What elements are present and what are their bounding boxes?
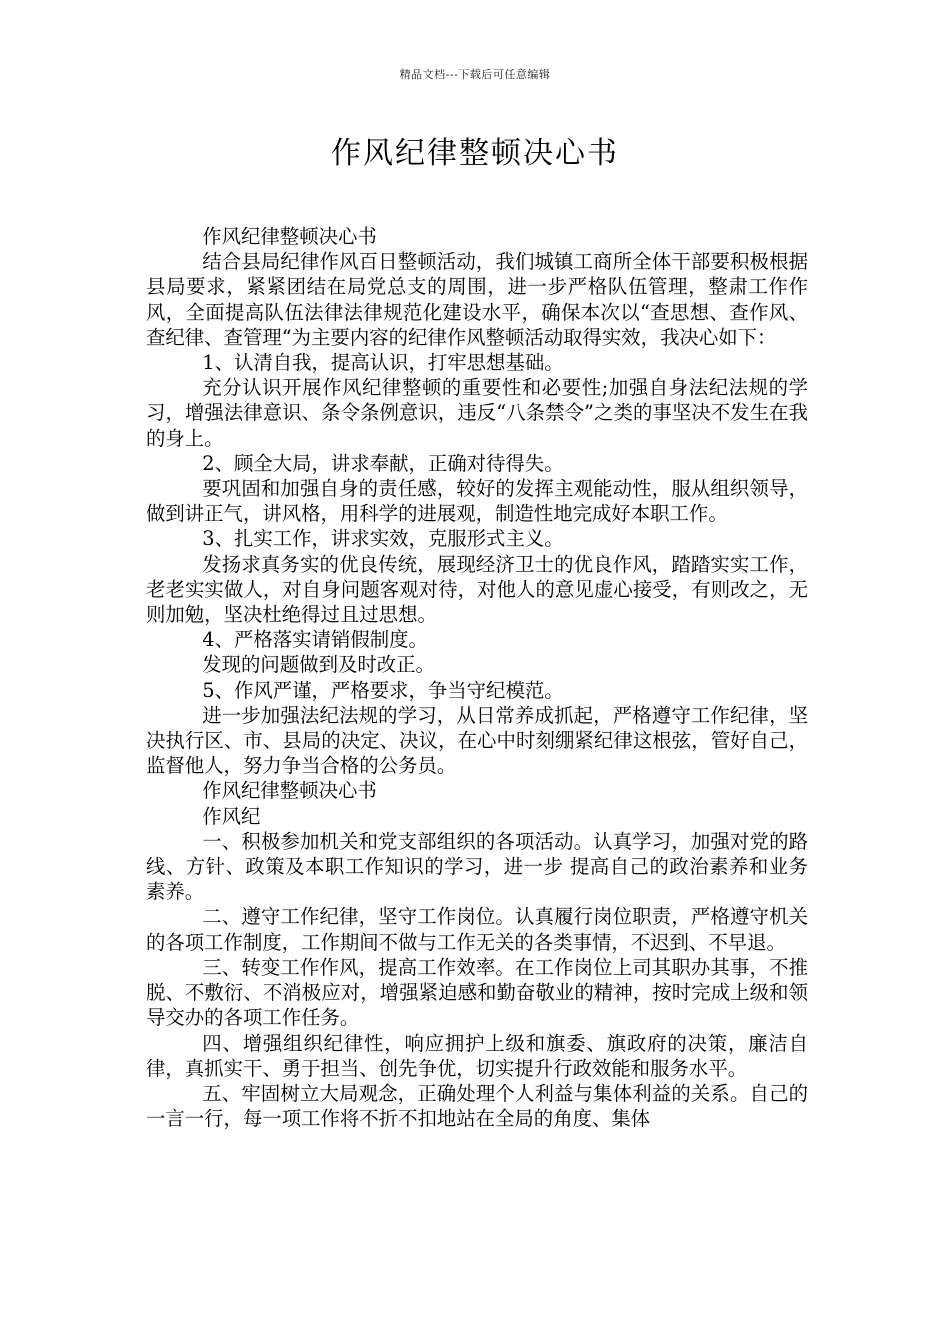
paragraph: 作风纪律整顿决心书 bbox=[202, 225, 377, 248]
paragraph: 发扬求真务实的优良传统，展现经济卫士的优良作风，踏踏实实工作，老老实实做人，对自身问题客观对待，对他人的意见虚心接受，有则改之，无则加勉，坚决杜绝得过且过思想。 bbox=[146, 552, 808, 627]
paragraph: 2、顾全大局，讲求奉献，正确对待得失。 bbox=[202, 451, 564, 475]
document-title: 作风纪律整顿决心书 bbox=[331, 136, 619, 171]
paragraph: 发现的问题做到及时改正。 bbox=[202, 653, 435, 677]
document-body bbox=[146, 224, 808, 1131]
paragraph: 充分认识开展作风纪律整顿的重要性和必要性;加强自身法纪法规的学习，增强法律意识、条令条例意识，违反“八条禁令”之类的事坚决不发生在我的身上。 bbox=[146, 376, 808, 450]
paragraph: 进一步加强法纪法规的学习，从日常养成抓起，严格遵守工作纪律，坚决执行区、市、县局的决定、决议，在心中时刻绷紧纪律这根弦，管好自己，监督他人，努力争当合格的公务员。 bbox=[146, 703, 808, 778]
paragraph: 要巩固和加强自身的责任感，较好的发挥主观能动性，服从组织领导，做到讲正气，讲风格，用科学的进展观，制造性地完成好本职工作。 bbox=[146, 477, 808, 526]
paragraph: 五、牢固树立大局观念，正确处理个人利益与集体利益的关系。自己的一言一行，每一项工作将不折不扣地站在全局的角度、集体 bbox=[146, 1081, 808, 1131]
paragraph: 作风纪律整顿决心书 bbox=[202, 779, 377, 803]
paragraph: 1、认清自我，提高认识，打牢思想基础。 bbox=[202, 351, 564, 375]
paragraph: 二、遵守工作纪律，坚守工作岗位。认真履行岗位职责，严格遵守机关的各项工作制度，工作期间不做与工作无关的各类事情，不迟到、不早退。 bbox=[146, 905, 808, 954]
header-note: 精品文档---下载后可任意编辑 bbox=[399, 68, 551, 81]
paragraph: 四、增强组织纪律性，响应拥护上级和旗委、旗政府的决策，廉洁自律，真抓实干、勇于担当、创先争优，切实提升行政效能和服务水平。 bbox=[146, 1031, 808, 1080]
paragraph: 4、严格落实请销假制度。 bbox=[202, 628, 428, 652]
paragraph: 5、作风严谨，严格要求，争当守纪模范。 bbox=[202, 678, 564, 702]
paragraph: 一、积极参加机关和党支部组织的各项活动。认真学习，加强对党的路线、方针、政策及本职工作知识的学习，进一步 提高自己的政治素养和业务素养。 bbox=[146, 829, 808, 904]
paragraph: 作风纪 bbox=[202, 804, 261, 828]
paragraph: 三、转变工作作风，提高工作效率。在工作岗位上司其职办其事，不推脱、不敷衍、不消极应对，增强紧迫感和勤奋敬业的精神，按时完成上级和领导交办的各项工作任务。 bbox=[146, 955, 808, 1030]
paragraph: 结合县局纪律作风百日整顿活动，我们城镇工商所全体干部要积极根据县局要求，紧紧团结在局党总支的周围，进一步严格队伍管理，整肃工作作风，全面提高队伍法律法律规范化建设水平，确保本次以“查思想、查作风、查纪律、查管理“为主要内容的纪律作风整顿活动取得实效，我决心如下： bbox=[146, 250, 808, 349]
paragraph: 3、扎实工作，讲求实效，克服形式主义。 bbox=[202, 527, 564, 551]
